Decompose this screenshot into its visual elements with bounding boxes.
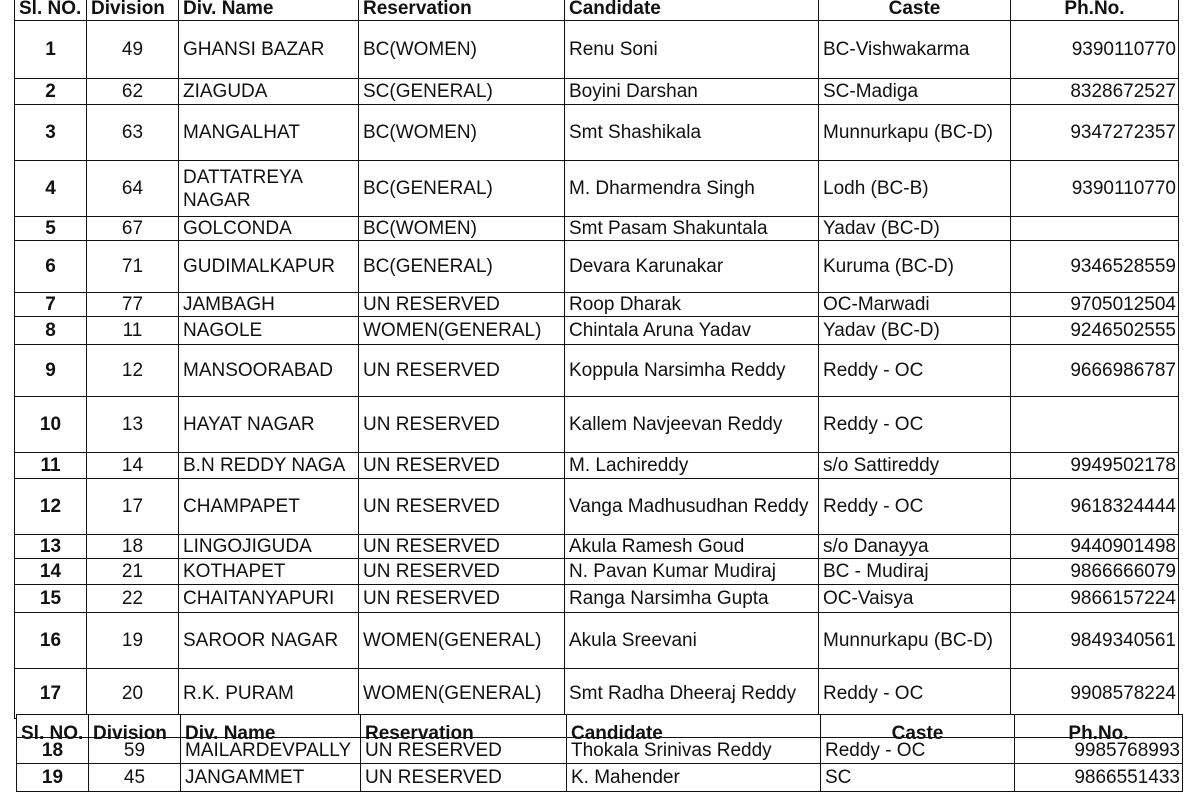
table-row (15, 21, 1179, 79)
cell-reservation: BC(GENERAL) (359, 241, 565, 293)
cell-div-name: GHANSI BAZAR (179, 21, 359, 79)
cell-reservation: UN RESERVED (359, 397, 565, 453)
cell-reservation: UN RESERVED (359, 345, 565, 397)
cell-sl-no: 3 (15, 105, 87, 161)
cell-phone: 9949502178 (1011, 453, 1179, 479)
table-row (15, 79, 1179, 105)
cell-caste: BC - Mudiraj (819, 559, 1011, 585)
cell-division: 49 (87, 21, 179, 79)
cell-div-name: R.K. PURAM (179, 669, 359, 719)
cell-phone: 9705012504 (1011, 293, 1179, 317)
cell-reservation: UN RESERVED (359, 293, 565, 317)
cell-reservation: BC(GENERAL) (359, 161, 565, 217)
cell-candidate: Smt Radha Dheeraj Reddy (565, 669, 819, 719)
cell-sl-no: 4 (15, 161, 87, 217)
cell-caste: s/o Sattireddy (819, 453, 1011, 479)
cell-division: 45 (89, 764, 181, 792)
cell-reservation: BC(WOMEN) (359, 21, 565, 79)
cell-reservation: UN RESERVED (359, 559, 565, 585)
cell-caste: Reddy - OC (819, 345, 1011, 397)
cell-caste: Lodh (BC-B) (819, 161, 1011, 217)
cell-division: 11 (87, 317, 179, 345)
table-row (15, 345, 1179, 397)
cell-candidate: Koppula Narsimha Reddy (565, 345, 819, 397)
cell-candidate: Chintala Aruna Yadav (565, 317, 819, 345)
cell-sl-no: 14 (15, 559, 87, 585)
table-row (15, 397, 1179, 453)
candidate-table (14, 0, 1179, 719)
cell-phone: 9666986787 (1011, 345, 1179, 397)
cell-reservation: UN RESERVED (359, 453, 565, 479)
cell-phone: 9866666079 (1011, 559, 1179, 585)
cell-division: 12 (87, 345, 179, 397)
cell-div-name: CHAMPAPET (179, 479, 359, 535)
header-div-name: Div. Name (179, 0, 359, 21)
table-row (15, 479, 1179, 535)
table-row (15, 669, 1179, 719)
cell-phone: 8328672527 (1011, 79, 1179, 105)
header-sl-no: Sl. NO. (15, 0, 87, 21)
cell-division: 64 (87, 161, 179, 217)
table-row (17, 764, 1183, 792)
cell-phone: 9985768993 (1015, 738, 1183, 764)
cell-phone: 9866157224 (1011, 585, 1179, 613)
cell-candidate: Ranga Narsimha Gupta (565, 585, 819, 613)
cell-phone: 9346528559 (1011, 241, 1179, 293)
cell-div-name: LINGOJIGUDA (179, 535, 359, 559)
cell-caste: Reddy - OC (819, 479, 1011, 535)
cell-candidate: Roop Dharak (565, 293, 819, 317)
cell-div-name: JANGAMMET (181, 764, 361, 792)
cell-phone: 9866551433 (1015, 764, 1183, 792)
table-row (15, 559, 1179, 585)
header-candidate: Candidate (565, 0, 819, 21)
cell-division: 13 (87, 397, 179, 453)
header-phone: Ph.No. (1011, 0, 1179, 21)
cell-caste: BC-Vishwakarma (819, 21, 1011, 79)
cell-caste: Munnurkapu (BC-D) (819, 105, 1011, 161)
cell-candidate: Boyini Darshan (565, 79, 819, 105)
cell-sl-no: 2 (15, 79, 87, 105)
repeated-header-candidate: Candidate (567, 715, 821, 738)
cell-candidate: N. Pavan Kumar Mudiraj (565, 559, 819, 585)
cell-div-name: GOLCONDA (179, 217, 359, 241)
cell-sl-no: 8 (15, 317, 87, 345)
cell-reservation: BC(WOMEN) (359, 105, 565, 161)
cell-sl-no: 16 (15, 613, 87, 669)
cell-phone: 9440901498 (1011, 535, 1179, 559)
cell-division: 62 (87, 79, 179, 105)
table-row (15, 241, 1179, 293)
cell-division: 17 (87, 479, 179, 535)
cell-candidate: Thokala Srinivas Reddy (567, 738, 821, 764)
cell-div-name: SAROOR NAGAR (179, 613, 359, 669)
cell-caste: s/o Danayya (819, 535, 1011, 559)
cell-div-name: B.N REDDY NAGA (179, 453, 359, 479)
cell-reservation: WOMEN(GENERAL) (359, 317, 565, 345)
table-row (15, 161, 1179, 217)
cell-phone: 9618324444 (1011, 479, 1179, 535)
cell-caste: SC-Madiga (819, 79, 1011, 105)
cell-candidate: Smt Pasam Shakuntala (565, 217, 819, 241)
header-caste: Caste (819, 0, 1011, 21)
cell-division: 18 (87, 535, 179, 559)
table-body (15, 21, 1179, 719)
header-reservation: Reservation (359, 0, 565, 21)
cell-division: 77 (87, 293, 179, 317)
cell-sl-no: 6 (15, 241, 87, 293)
table-row (17, 738, 1183, 764)
repeated-header-reservation: Reservation (361, 715, 567, 738)
cell-div-name: DATTATREYA NAGAR (179, 161, 359, 217)
cell-reservation: UN RESERVED (359, 585, 565, 613)
cell-reservation: UN RESERVED (361, 764, 567, 792)
cell-caste: OC-Marwadi (819, 293, 1011, 317)
cell-candidate: Devara Karunakar (565, 241, 819, 293)
repeated-header-row (17, 715, 1183, 738)
cell-sl-no: 1 (15, 21, 87, 79)
cell-reservation: WOMEN(GENERAL) (359, 613, 565, 669)
cell-candidate: M. Lachireddy (565, 453, 819, 479)
cell-candidate: Renu Soni (565, 21, 819, 79)
cell-phone (1011, 397, 1179, 453)
repeated-header-caste: Caste (821, 715, 1015, 738)
cell-division: 14 (87, 453, 179, 479)
table-body-continued (17, 738, 1183, 792)
cell-caste: OC-Vaisya (819, 585, 1011, 613)
cell-phone: 9246502555 (1011, 317, 1179, 345)
cell-phone: 9390110770 (1011, 161, 1179, 217)
table-row (15, 293, 1179, 317)
table-row (15, 317, 1179, 345)
cell-sl-no: 12 (15, 479, 87, 535)
repeated-header-sl-no: Sl. NO. (17, 715, 89, 738)
cell-division: 63 (87, 105, 179, 161)
table-row (15, 217, 1179, 241)
cell-division: 67 (87, 217, 179, 241)
cell-div-name: ZIAGUDA (179, 79, 359, 105)
cell-candidate: Smt Shashikala (565, 105, 819, 161)
table-row (15, 453, 1179, 479)
cell-reservation: BC(WOMEN) (359, 217, 565, 241)
cell-candidate: Akula Sreevani (565, 613, 819, 669)
repeated-header-division: Division (89, 715, 181, 738)
cell-division: 20 (87, 669, 179, 719)
cell-div-name: MANSOORABAD (179, 345, 359, 397)
cell-candidate: K. Mahender (567, 764, 821, 792)
table-header-row (15, 0, 1179, 21)
cell-reservation: UN RESERVED (359, 535, 565, 559)
cell-caste: Munnurkapu (BC-D) (819, 613, 1011, 669)
cell-candidate: Kallem Navjeevan Reddy (565, 397, 819, 453)
cell-caste: Yadav (BC-D) (819, 317, 1011, 345)
cell-caste: SC (821, 764, 1015, 792)
cell-phone: 9390110770 (1011, 21, 1179, 79)
repeated-header-phone: Ph.No. (1015, 715, 1183, 738)
cell-sl-no: 9 (15, 345, 87, 397)
cell-division: 71 (87, 241, 179, 293)
table-row (15, 613, 1179, 669)
cell-sl-no: 10 (15, 397, 87, 453)
cell-caste: Reddy - OC (819, 669, 1011, 719)
cell-division: 21 (87, 559, 179, 585)
cell-sl-no: 11 (15, 453, 87, 479)
cell-division: 59 (89, 738, 181, 764)
cell-division: 22 (87, 585, 179, 613)
cell-div-name: KOTHAPET (179, 559, 359, 585)
candidate-table-continued (16, 714, 1183, 792)
cell-caste: Reddy - OC (819, 397, 1011, 453)
cell-reservation: WOMEN(GENERAL) (359, 669, 565, 719)
cell-sl-no: 13 (15, 535, 87, 559)
cell-div-name: CHAITANYAPURI (179, 585, 359, 613)
cell-div-name: GUDIMALKAPUR (179, 241, 359, 293)
cell-sl-no: 19 (17, 764, 89, 792)
cell-phone: 9347272357 (1011, 105, 1179, 161)
cell-phone: 9849340561 (1011, 613, 1179, 669)
cell-phone: 9908578224 (1011, 669, 1179, 719)
cell-phone (1011, 217, 1179, 241)
cell-candidate: Vanga Madhusudhan Reddy (565, 479, 819, 535)
table-row (15, 585, 1179, 613)
cell-sl-no: 5 (15, 217, 87, 241)
cell-candidate: M. Dharmendra Singh (565, 161, 819, 217)
cell-caste: Kuruma (BC-D) (819, 241, 1011, 293)
cell-div-name: MANGALHAT (179, 105, 359, 161)
header-division: Division (87, 0, 179, 21)
cell-reservation: SC(GENERAL) (359, 79, 565, 105)
table-row (15, 535, 1179, 559)
table-row (15, 105, 1179, 161)
cell-div-name: NAGOLE (179, 317, 359, 345)
cell-caste: Reddy - OC (821, 738, 1015, 764)
cell-sl-no: 17 (15, 669, 87, 719)
cell-reservation: UN RESERVED (361, 738, 567, 764)
cell-sl-no: 18 (17, 738, 89, 764)
cell-div-name: JAMBAGH (179, 293, 359, 317)
cell-div-name: MAILARDEVPALLY (181, 738, 361, 764)
cell-reservation: UN RESERVED (359, 479, 565, 535)
cell-sl-no: 15 (15, 585, 87, 613)
cell-division: 19 (87, 613, 179, 669)
cell-div-name: HAYAT NAGAR (179, 397, 359, 453)
cell-caste: Yadav (BC-D) (819, 217, 1011, 241)
repeated-header-div-name: Div. Name (181, 715, 361, 738)
cell-candidate: Akula Ramesh Goud (565, 535, 819, 559)
cell-sl-no: 7 (15, 293, 87, 317)
